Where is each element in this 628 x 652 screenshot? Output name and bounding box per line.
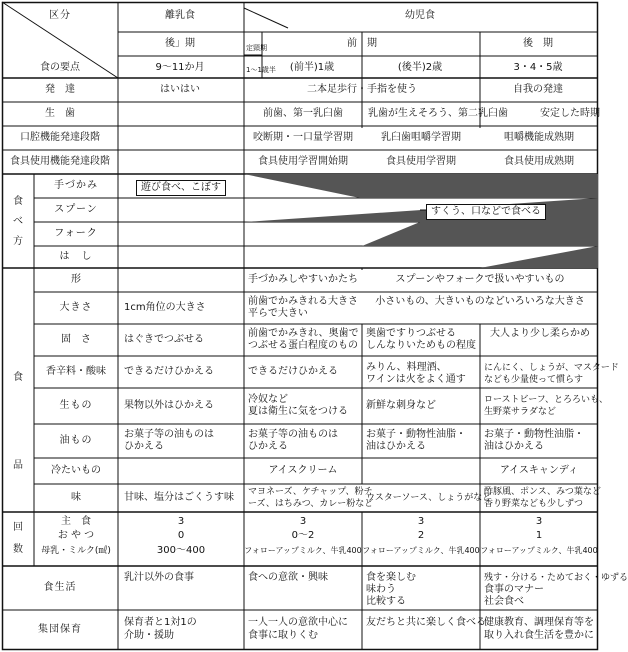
milk-label: 母乳・ミルク(㎖) [41,546,111,556]
aji-c0: 甘味、塩分はごくうす味 [124,492,234,503]
kaisuu-c1-a: 3 [177,516,185,527]
kaisuu-c4-c: フォローアップミルク、牛乳400 [480,546,598,555]
katasa-label: 固 さ [61,334,91,345]
koushinryou-c2b: ワインは火をよく通す [366,374,466,385]
shudan-c1a: 一人一人の意欲中心に [248,617,348,628]
aji-c3a: 酢豚風、ポンス、みつ葉など [484,487,601,497]
tabekata-label-1: 食 [13,196,23,207]
koushinryou-c3a: にんにく、しょうが、マスタード [484,363,619,373]
seikatsu-c0: 乳汁以外の食事 [124,572,194,583]
kaisuu-c3-a: 3 [417,516,425,527]
shokuhin-label-1: 食 [13,372,23,383]
header-kouki2: 後 期 [523,38,553,49]
kaisuu-label-2: 数 [13,544,23,555]
katasa-c2b: しんなりいためもの程度 [366,340,476,351]
header-yoji: 幼児食 [405,10,435,21]
ookisa-c1a: 前歯でかみきれる大きさ [248,296,358,307]
seikatsu-c1: 食への意欲・興味 [248,572,328,583]
aburamono-c1b: ひかえる [248,441,288,452]
age-under1: 1～1歳半 [246,66,276,74]
koukuu-c1: 咬断期・一口量学習期 [253,132,353,143]
shokugu-c2: 食具使用学習期 [386,156,456,167]
header-zenki: 前 期 [347,38,377,49]
namamono-c3b: 生野菜サラダなど [484,407,556,417]
namamono-c1b: 夏は衛生に気をつける [248,406,348,417]
seikatsu-c2b: 味わう [366,584,396,595]
kaisuu-c3-b: 2 [417,530,425,541]
katasa-c3: 大人より少し柔らかめ [490,328,590,339]
tsumetai-c3: アイスキャンディ [499,465,579,476]
katasa-c2a: 奥歯ですりつぶせる [366,328,456,339]
namamono-c1a: 冷奴など [248,394,288,405]
shudan-c1b: 食事に取りくむ [248,630,318,641]
aburamono-c2a: お菓子・動物性油脂・ [366,429,466,440]
header-kouki1: 後」期 [165,38,195,49]
aburamono-c0a: お菓子等の油ものは [124,429,214,440]
katasa-c1b: つぶせる蛋白程度のもの [248,340,358,351]
namamono-c2: 新鮮な刺身など [366,400,436,411]
kaisuu-c3-c: フォローアップミルク、牛乳400 [362,546,480,555]
katachi-c1: 手づかみしやすいかたち [248,274,358,285]
hattatsu-c2: 二本足歩行・手指を使う [307,84,417,95]
aburamono-label: 油もの [59,435,93,446]
hattatsu-c1: はいはい [160,84,200,95]
namamono-c0: 果物以外はひかえる [124,400,214,411]
header-teikubi: 定頸期 [246,44,267,52]
hattatsu-label: 発 達 [45,84,75,95]
shudan-c3a: 健康教育、調理保育等を [484,617,594,628]
age-rinyu: 9～11か月 [155,62,205,73]
kaisuu-label-1: 回 [13,522,23,533]
seishi-label: 生 歯 [45,108,75,119]
shudan-c0a: 保育者と1対1の [124,617,197,628]
kaisuu-c4-b: 1 [535,530,543,541]
namamono-label: 生もの [59,400,93,411]
tsumetai-label: 冷たいもの [51,465,101,476]
fork-label: フォーク [54,228,98,239]
seikatsu-c3a: 残す・分ける・ためておく・ゆずる [484,573,628,583]
header-rinyu: 離乳食 [165,10,195,21]
koushinryou-c1: できるだけひかえる [248,366,338,377]
kaisuu-c4-a: 3 [535,516,543,527]
tabekata-label-2: べ [13,216,23,227]
shudan-c0b: 介助・援助 [124,630,174,641]
note-sukuu: すくう、口などで食べる [426,204,546,220]
header-shoku-yoten: 食の要点 [40,62,80,73]
age-kou: (後半)2歳 [397,62,443,73]
kaisuu-c1-c: 300～400 [156,545,206,556]
aji-label: 味 [71,492,81,503]
seikatsu-c3b: 食事のマナー [484,584,544,595]
age-345: 3・4・5歳 [513,62,563,73]
koukuu-c2: 乳臼歯咀嚼学習期 [381,132,461,143]
seikatsu-c2a: 食を楽しむ [366,572,416,583]
hattatsu-c3: 自我の発達 [513,84,563,95]
age-zen: (前半)1歳 [289,62,335,73]
koukuu-label: 口腔機能発達段階 [20,132,100,143]
spoon-label: スプーン [54,204,98,215]
koukuu-c3: 咀嚼機能成熟期 [504,132,574,143]
aburamono-c3b: 油はひかえる [484,441,544,452]
aburamono-c1a: お菓子等の油ものは [248,429,338,440]
shokugu-c1: 食具使用学習開始期 [258,156,348,167]
ookisa-c0: 1cm角位の大きさ [124,302,206,313]
ookisa-c2: 小さいもの、大きいものなどいろいろな大きさ [375,296,585,307]
aji-c3b: 香り野菜なども少しずつ [484,499,584,509]
kaisuu-c1-b: 0 [177,530,185,541]
kaisuu-c2-b: 0～2 [291,530,315,541]
aburamono-c0b: ひかえる [124,441,164,452]
tezukami-label: 手づかみ [54,180,98,191]
oyatsu-label: お や つ [57,530,95,541]
namamono-c3a: ローストビーフ、とろろいも、 [484,395,609,405]
shudan-c3b: 取り入れ食生活を豊かに [484,630,594,641]
koushinryou-c3b: なども少量使って慣らす [484,375,584,385]
katachi-c2: スプーンやフォークで扱いやすいもの [395,274,565,285]
kaisuu-c2-c: フォローアップミルク、牛乳400 [244,546,362,555]
ookisa-c1b: 平らで大きい [248,308,308,319]
katasa-c1a: 前歯でかみきれ、奥歯で [248,328,359,339]
katachi-label: 形 [71,274,81,285]
koushinryou-label: 香辛料・酸味 [46,366,106,377]
note-asobi: 遊び食べ、こぼす [136,180,226,196]
shudan-c2: 友だちと共に楽しく食べる [366,617,486,628]
aburamono-c2b: 油はひかえる [366,441,426,452]
tsumetai-c1: アイスクリーム [268,465,338,476]
aji-c2: ウスターソース、しょうがなど [366,493,492,503]
seishi-c1: 前歯、第一乳臼歯 [263,108,343,119]
shokuhin-label-2: 品 [13,460,23,471]
aji-c1a: マヨネーズ、ケチャップ、粉チ [248,487,373,497]
katasa-c0: はぐきでつぶせる [124,334,204,345]
kaisuu-c2-a: 3 [299,516,307,527]
tabekata-label-3: 方 [13,236,23,247]
shushoku-label: 主 食 [61,516,91,527]
seishi-c3: 安定した時期 [540,108,600,119]
seishi-c2: 乳歯が生えそろう、第二乳臼歯 [368,108,508,119]
ookisa-label: 大きさ [59,302,93,313]
hashi-label: は し [59,251,93,262]
shokugu-c3: 食具使用成熟期 [504,156,574,167]
aji-c1b: ーズ、はちみつ、カレー粉など [248,499,374,509]
koushinryou-c0: できるだけひかえる [124,366,214,377]
shudan-label: 集団保育 [38,624,82,635]
seikatsu-label: 食生活 [43,582,77,593]
seikatsu-c2c: 比較する [366,596,406,607]
shokugu-label: 食具使用機能発達段階 [10,156,110,167]
aburamono-c3a: お菓子・動物性油脂・ [484,429,584,440]
koushinryou-c2a: みりん、料理酒、 [366,362,447,373]
seikatsu-c3c: 社会食べ [484,596,524,607]
header-kubun: 区分 [49,10,71,21]
